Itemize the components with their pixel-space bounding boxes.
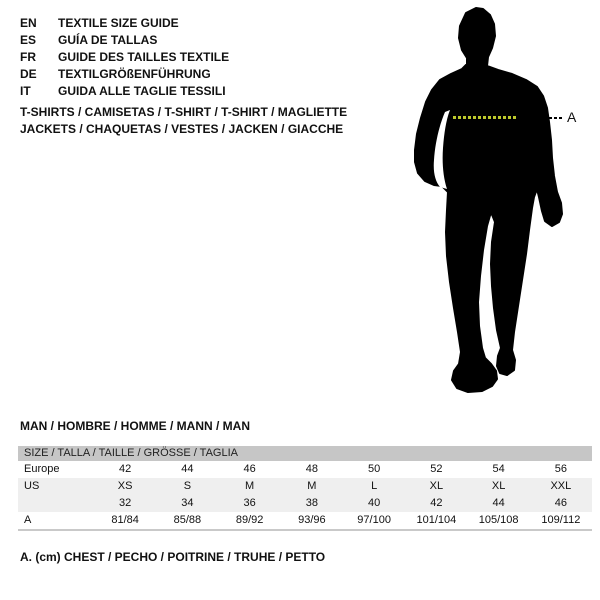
language-code: ES xyxy=(20,33,37,47)
language-code: DE xyxy=(20,67,37,81)
size-table xyxy=(18,446,592,531)
size-cell: 56 xyxy=(554,463,567,475)
category-line-tshirts: T-SHIRTS / CAMISETAS / T-SHIRT / T-SHIRT / MAGLIETTE xyxy=(20,105,348,119)
size-cell: 50 xyxy=(368,463,381,475)
language-guide-title: GUÍA DE TALLAS xyxy=(58,33,158,47)
chest-measurement-line xyxy=(453,116,518,119)
size-cell: 48 xyxy=(305,463,318,475)
language-code: FR xyxy=(20,50,36,64)
language-list xyxy=(20,15,229,100)
table-row xyxy=(18,512,592,529)
size-table-body xyxy=(18,461,592,531)
size-cell: XL xyxy=(429,480,444,492)
size-cell: XXL xyxy=(550,480,572,492)
size-cell: 46 xyxy=(243,463,256,475)
size-cell: 32 xyxy=(119,497,132,509)
size-cell: 93/96 xyxy=(298,514,326,526)
size-cell: 97/100 xyxy=(357,514,391,526)
measurement-leader-dashes xyxy=(544,117,564,119)
size-cell: 34 xyxy=(181,497,194,509)
size-cell: 54 xyxy=(492,463,505,475)
size-cell: 89/92 xyxy=(235,514,264,526)
language-row xyxy=(20,49,229,66)
measurement-footnote: A. (cm) CHEST / PECHO / POITRINE / TRUHE / PETTO xyxy=(20,550,326,564)
language-guide-title: GUIDE DES TAILLES TEXTILE xyxy=(58,50,230,64)
language-guide-title: TEXTILGRÖßENFÜHRUNG xyxy=(58,67,211,81)
size-cell: 52 xyxy=(430,463,443,475)
table-row xyxy=(18,495,592,512)
size-cell: 40 xyxy=(368,497,381,509)
size-cell: 85/88 xyxy=(173,514,202,526)
table-row xyxy=(18,461,592,478)
category-line-jackets: JACKETS / CHAQUETAS / VESTES / JACKEN / GIACCHE xyxy=(20,122,344,136)
language-code: EN xyxy=(20,16,37,30)
size-cell: 46 xyxy=(554,497,567,509)
row-label: US xyxy=(24,480,40,492)
language-code: IT xyxy=(20,84,31,98)
language-guide-title: GUIDA ALLE TAGLIE TESSILI xyxy=(58,84,226,98)
language-row xyxy=(20,32,229,49)
size-cell: 109/112 xyxy=(541,514,581,526)
row-label: A xyxy=(24,514,32,526)
measurement-label-a: A xyxy=(567,109,577,125)
category-lines xyxy=(20,104,347,138)
language-row xyxy=(20,83,229,100)
size-cell: 42 xyxy=(119,463,132,475)
size-cell: M xyxy=(245,480,255,492)
size-cell: 105/108 xyxy=(478,514,519,526)
table-row xyxy=(18,478,592,495)
size-cell: L xyxy=(371,480,378,492)
man-silhouette-figure xyxy=(390,0,600,420)
language-row xyxy=(20,66,229,83)
language-row xyxy=(20,15,229,32)
size-cell: M xyxy=(307,480,317,492)
size-cell: 101/104 xyxy=(416,514,457,526)
size-table-header: SIZE / TALLA / TAILLE / GRÖSSE / TAGLIA xyxy=(18,446,592,461)
size-cell: 81/84 xyxy=(111,514,139,526)
size-cell: 42 xyxy=(430,497,443,509)
size-cell: 44 xyxy=(492,497,505,509)
section-title: MAN / HOMBRE / HOMME / MANN / MAN xyxy=(20,419,250,433)
size-cell: 36 xyxy=(243,497,256,509)
size-cell: S xyxy=(183,480,192,492)
size-cell: XL xyxy=(491,480,506,492)
size-cell: 38 xyxy=(305,497,318,509)
row-label: Europe xyxy=(24,463,60,475)
man-silhouette-image xyxy=(390,0,600,420)
row-label xyxy=(18,495,94,512)
language-guide-title: TEXTILE SIZE GUIDE xyxy=(58,16,179,30)
size-cell: 44 xyxy=(181,463,194,475)
size-cell: XS xyxy=(117,480,133,492)
